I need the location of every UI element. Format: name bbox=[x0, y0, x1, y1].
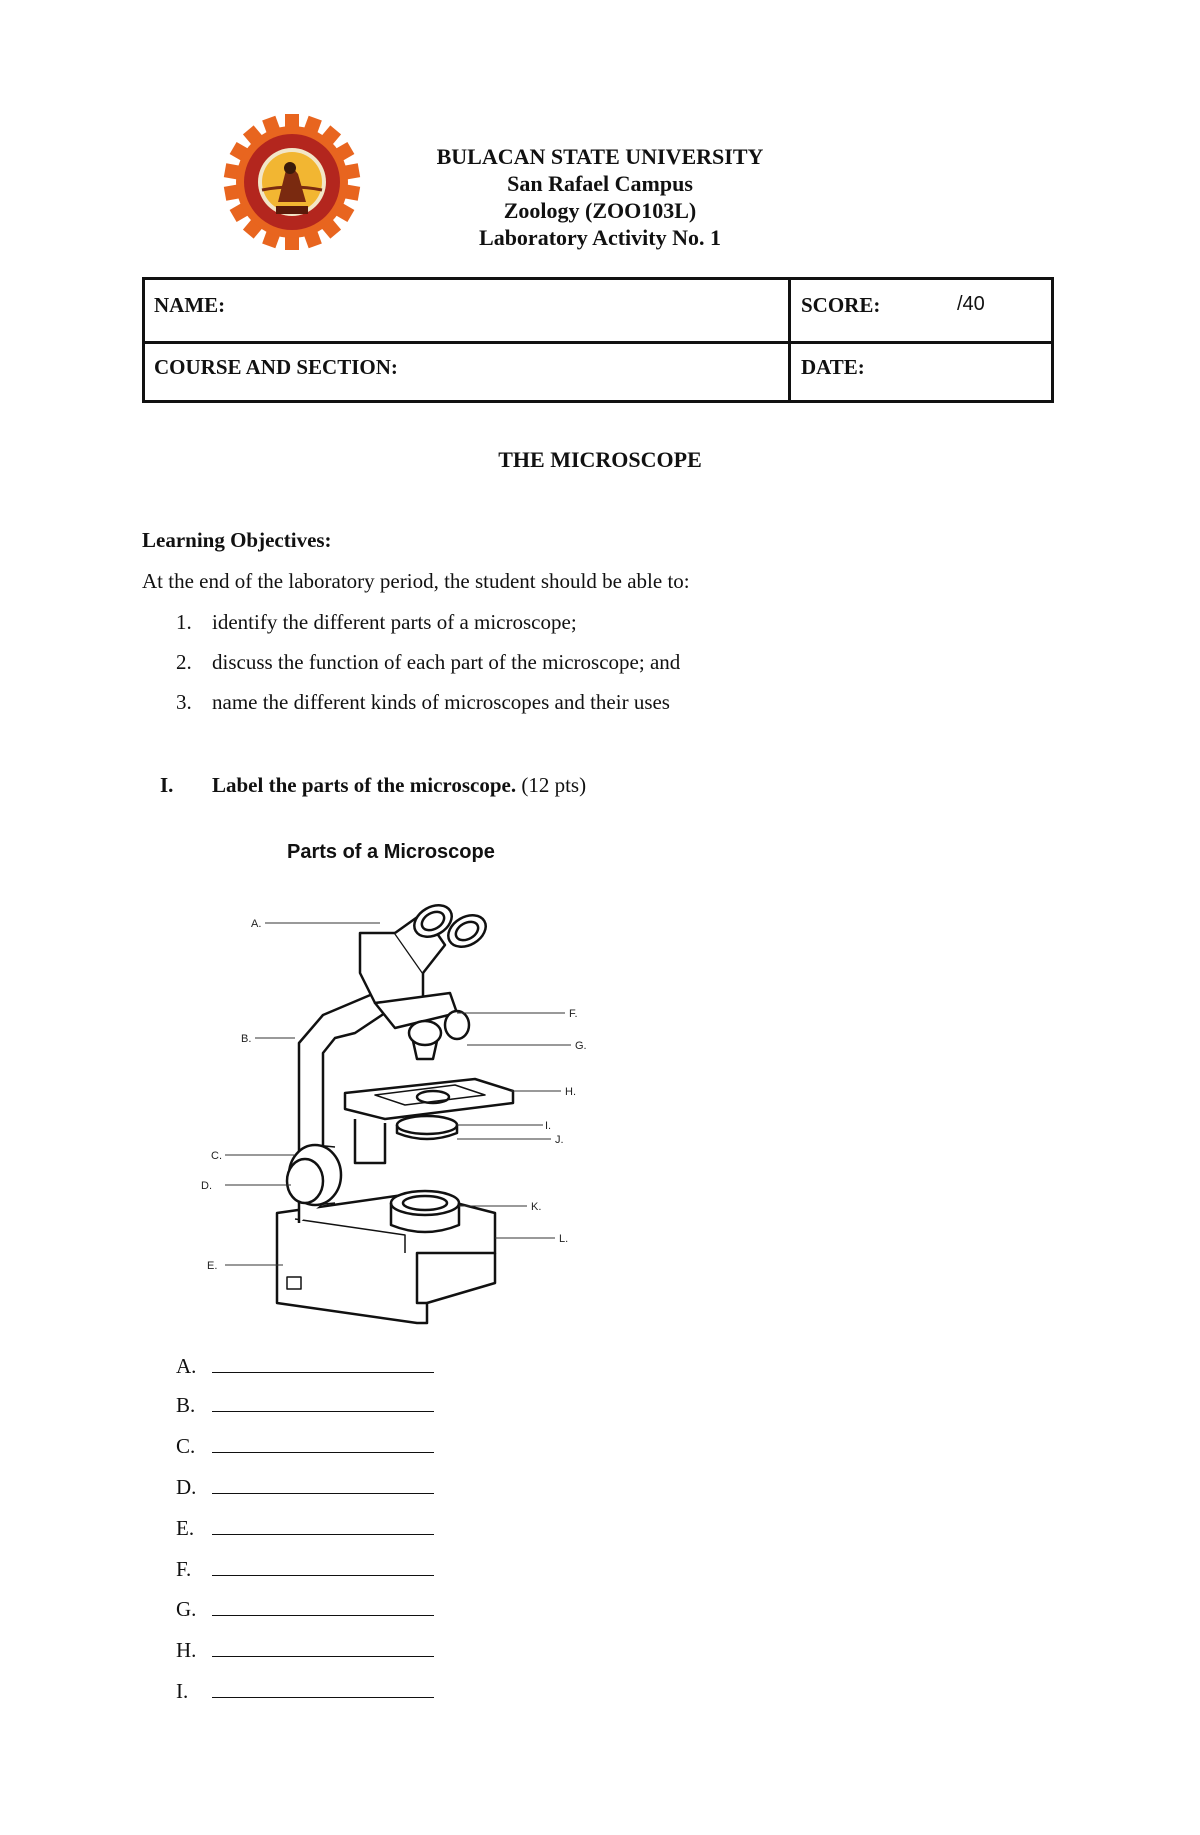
label-a: A. bbox=[251, 918, 262, 930]
answer-line[interactable] bbox=[176, 1557, 434, 1582]
objective-text: identify the different parts of a microscope; bbox=[212, 610, 577, 634]
answer-blank[interactable] bbox=[212, 1354, 434, 1373]
date-label: DATE: bbox=[801, 355, 865, 379]
label-j: J. bbox=[555, 1134, 564, 1146]
objective-item bbox=[176, 690, 670, 715]
objective-text: name the different kinds of microscopes and their uses bbox=[212, 690, 670, 714]
answer-blank[interactable] bbox=[212, 1475, 434, 1494]
label-l: L. bbox=[559, 1233, 569, 1245]
campus-name: San Rafael Campus bbox=[507, 171, 693, 196]
section-title-points: (12 pts) bbox=[516, 773, 587, 797]
answer-letter: E. bbox=[176, 1516, 195, 1540]
label-b: B. bbox=[241, 1033, 252, 1045]
answer-line[interactable] bbox=[176, 1597, 434, 1622]
answer-letter: G. bbox=[176, 1597, 197, 1621]
answer-line[interactable] bbox=[176, 1393, 434, 1418]
microscope-figure bbox=[195, 833, 625, 1333]
table-divider bbox=[788, 280, 791, 400]
objective-item bbox=[176, 650, 680, 675]
course-name: Zoology (ZOO103L) bbox=[503, 198, 697, 223]
answer-line[interactable] bbox=[176, 1638, 434, 1663]
figure-title: Parts of a Microscope bbox=[287, 841, 495, 863]
answer-letter: I. bbox=[176, 1679, 189, 1703]
student-info-table bbox=[142, 277, 1054, 403]
microscope-diagram bbox=[195, 833, 625, 1333]
answer-line[interactable] bbox=[176, 1434, 434, 1459]
objective-item bbox=[176, 610, 577, 635]
label-f: F. bbox=[569, 1008, 578, 1020]
answer-letter: D. bbox=[176, 1475, 197, 1499]
answer-blank[interactable] bbox=[212, 1393, 434, 1412]
label-h: H. bbox=[565, 1086, 576, 1098]
label-i: I. bbox=[545, 1120, 552, 1132]
answer-letter: C. bbox=[176, 1434, 196, 1458]
score-label: SCORE: bbox=[801, 293, 881, 317]
answer-line[interactable] bbox=[176, 1354, 434, 1379]
label-c: C. bbox=[211, 1150, 222, 1162]
document-title: THE MICROSCOPE bbox=[498, 447, 702, 472]
label-g: G. bbox=[575, 1040, 587, 1052]
answer-blank[interactable] bbox=[212, 1516, 434, 1535]
answer-blank[interactable] bbox=[212, 1434, 434, 1453]
info-row-course bbox=[145, 342, 1051, 403]
section-number: I. bbox=[160, 773, 174, 797]
objective-number: 1. bbox=[176, 610, 192, 634]
answer-blank[interactable] bbox=[212, 1638, 434, 1657]
answer-line[interactable] bbox=[176, 1679, 434, 1704]
label-k: K. bbox=[531, 1201, 542, 1213]
answer-blank[interactable] bbox=[212, 1597, 434, 1616]
score-total: /40 bbox=[957, 293, 985, 315]
info-row-name bbox=[145, 280, 1051, 344]
objective-number: 3. bbox=[176, 690, 192, 714]
objectives-heading: Learning Objectives: bbox=[142, 528, 332, 552]
university-name: BULACAN STATE UNIVERSITY bbox=[436, 144, 764, 169]
activity-number: Laboratory Activity No. 1 bbox=[479, 225, 721, 250]
answer-blank[interactable] bbox=[212, 1679, 434, 1698]
section-title-bold: Label the parts of the microscope. bbox=[212, 773, 517, 797]
answer-line[interactable] bbox=[176, 1475, 434, 1500]
answer-letter: B. bbox=[176, 1393, 196, 1417]
answer-letter: A. bbox=[176, 1354, 197, 1378]
section-title bbox=[212, 773, 586, 798]
objective-text: discuss the function of each part of the microscope; and bbox=[212, 650, 681, 674]
answer-line[interactable] bbox=[176, 1516, 434, 1541]
answer-letter: H. bbox=[176, 1638, 197, 1662]
label-e: E. bbox=[207, 1260, 218, 1272]
objectives-intro: At the end of the laboratory period, the student should be able to: bbox=[142, 569, 690, 593]
label-d: D. bbox=[201, 1180, 212, 1192]
course-section-label: COURSE AND SECTION: bbox=[154, 355, 398, 379]
objective-number: 2. bbox=[176, 650, 192, 674]
answer-letter: F. bbox=[176, 1557, 192, 1581]
answer-blank[interactable] bbox=[212, 1557, 434, 1576]
name-label: NAME: bbox=[154, 293, 226, 317]
